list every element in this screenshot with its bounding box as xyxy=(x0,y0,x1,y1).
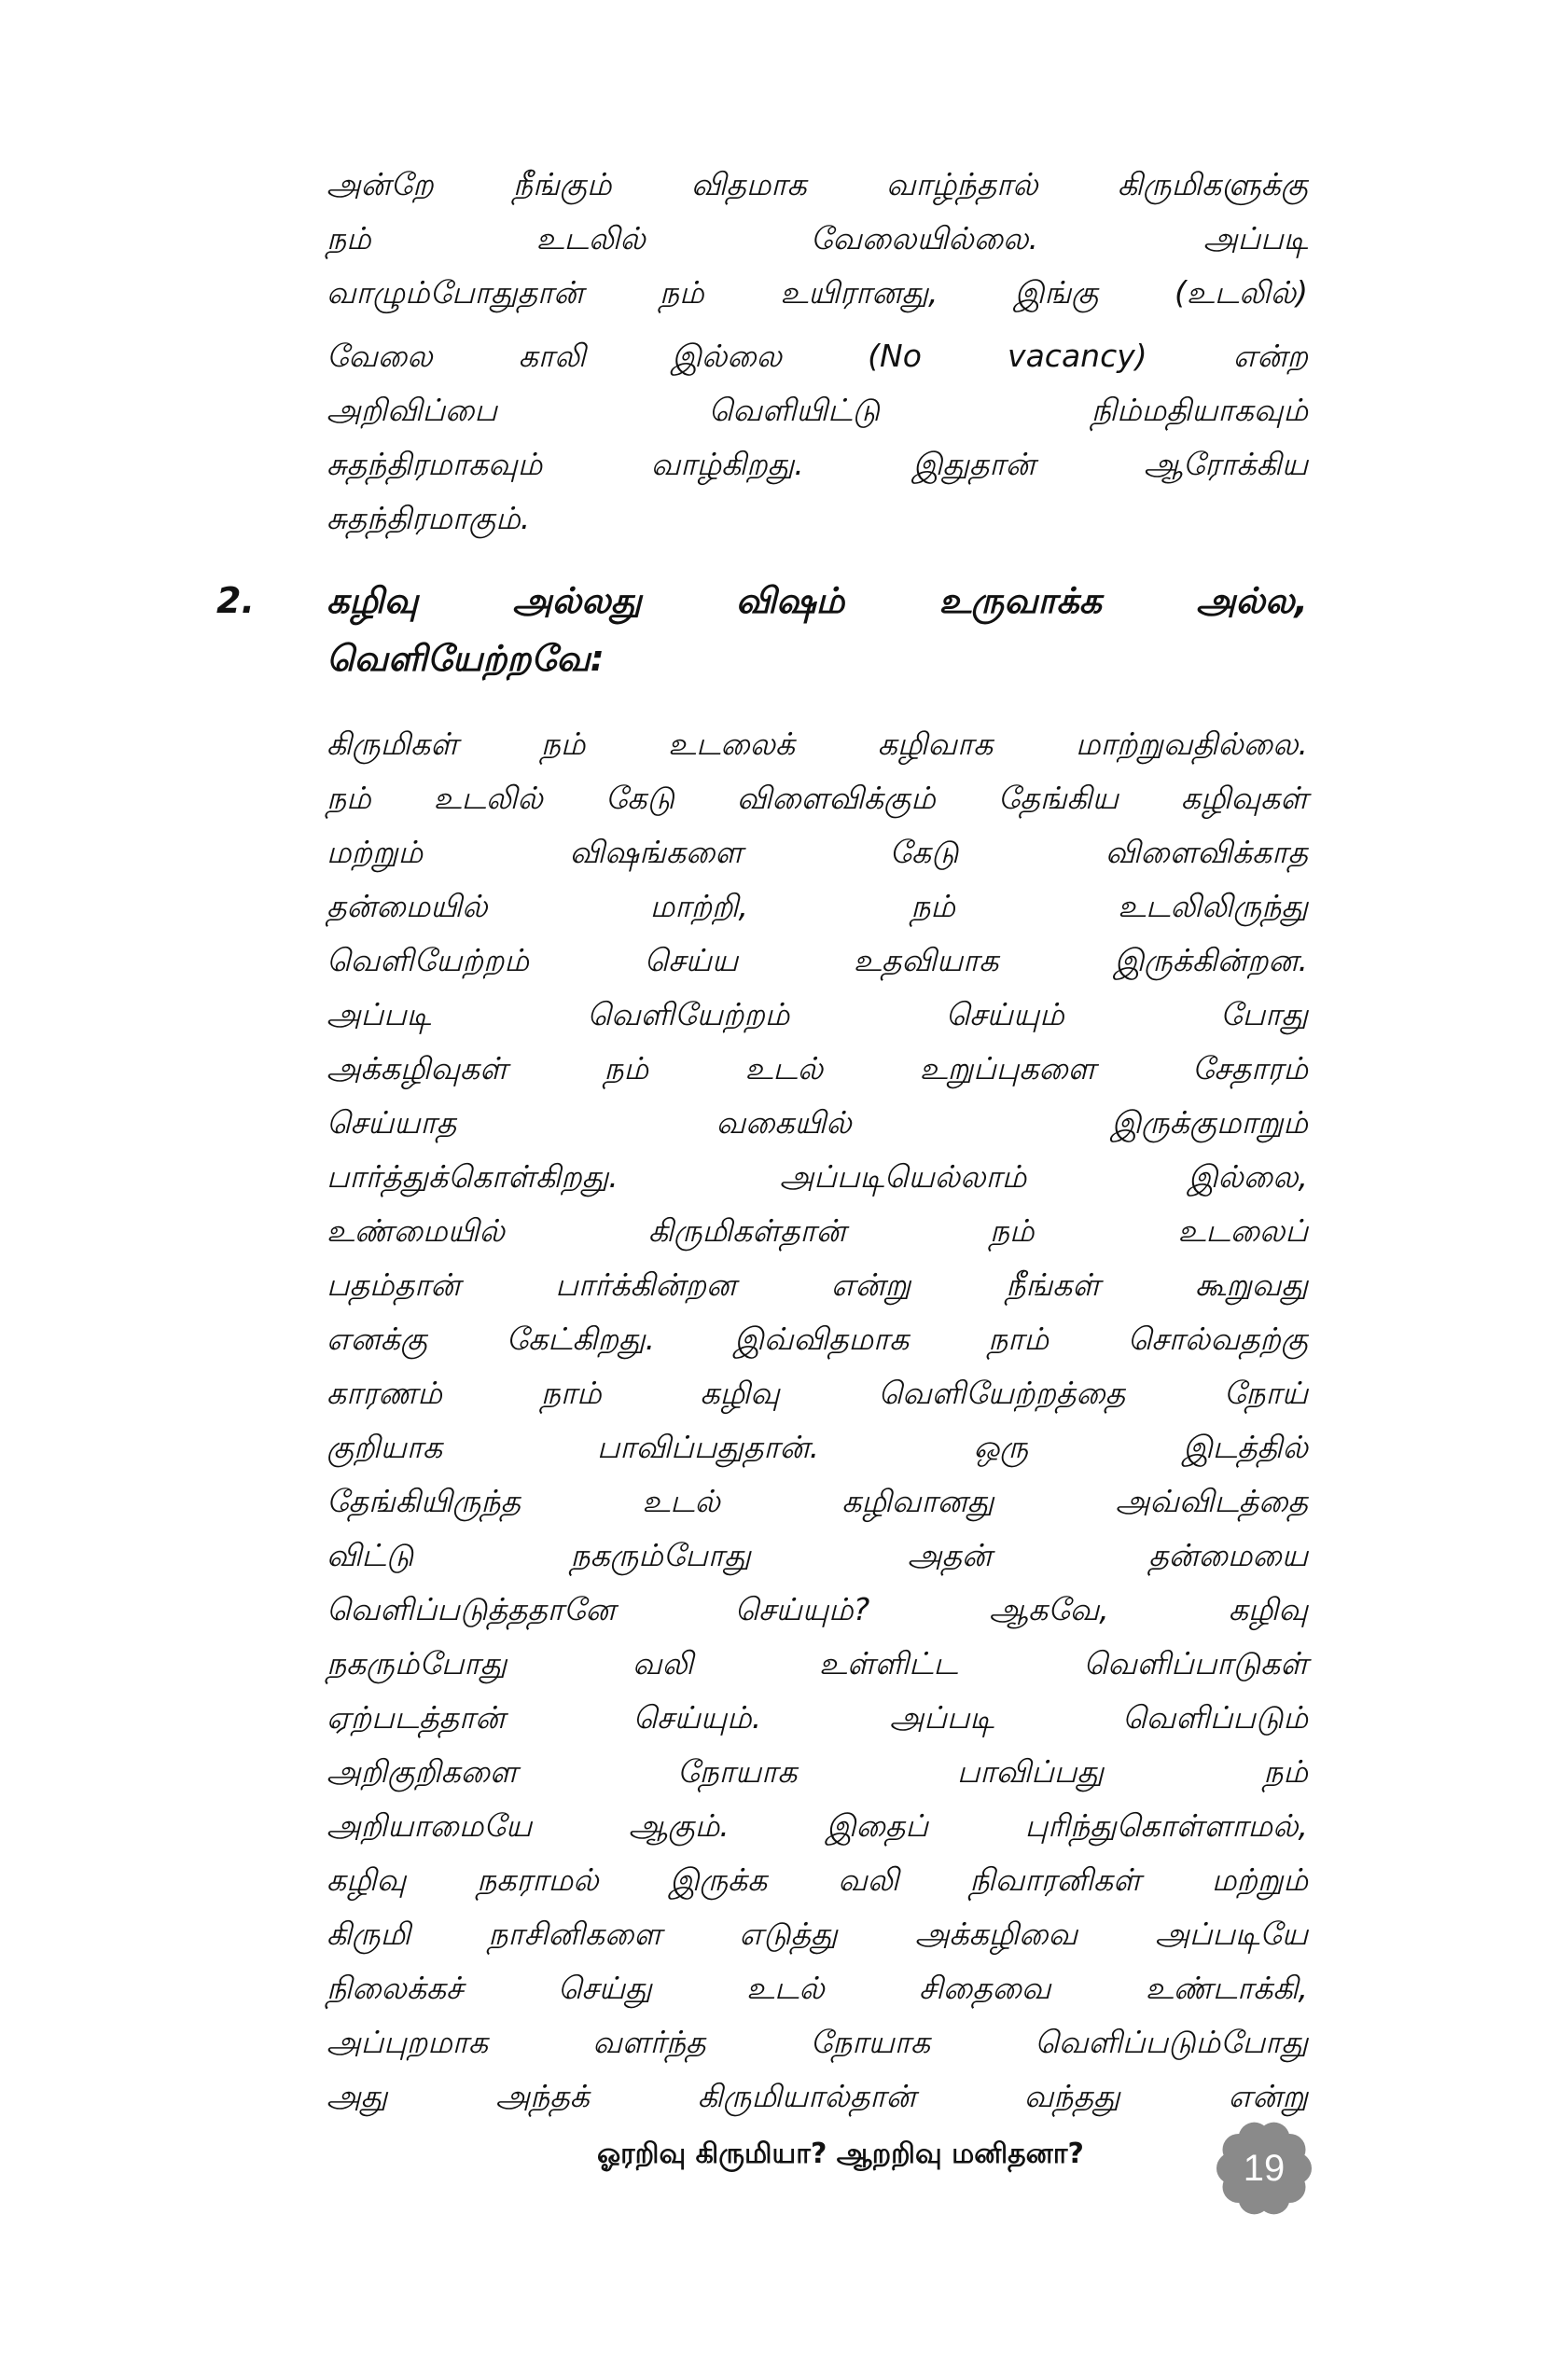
paragraph-line: அது அந்தக் கிருமியால்தான் வந்தது என்று xyxy=(327,2078,1308,2114)
paragraph-line: சுதந்திரமாகவும் வாழ்கிறது. இதுதான் ஆரோக்கிய xyxy=(327,446,1308,482)
paragraph-line: மற்றும் விஷங்களை கேடு விளைவிக்காத xyxy=(327,834,1308,870)
paragraph-line: பார்த்துக்கொள்கிறது. அப்படியெல்லாம் இல்லை, xyxy=(327,1158,1308,1195)
paragraph-line: நகரும்போது வலி உள்ளிட்ட வெளிப்பாடுகள் xyxy=(327,1645,1308,1681)
page-number: 19 xyxy=(1243,2148,1286,2189)
paragraph-line: பதம்தான் பார்க்கின்றன என்று நீங்கள் கூறுவது xyxy=(327,1266,1308,1303)
paragraph-line: நம் உடலில் வேலையில்லை. அப்படி xyxy=(327,220,1308,256)
paragraph-line: கிருமிகள் நம் உடலைக் கழிவாக மாற்றுவதில்லை. xyxy=(327,726,1308,762)
paragraph-line: அறிகுறிகளை நோயாக பாவிப்பது நம் xyxy=(327,1753,1308,1790)
paragraph-line: தன்மையில் மாற்றி, நம் உடலிலிருந்து xyxy=(327,888,1308,924)
paragraph-line: எனக்கு கேட்கிறது. இவ்விதமாக நாம் சொல்வதற்கு xyxy=(327,1321,1308,1357)
paragraph-line: அப்படி வெளியேற்றம் செய்யும் போது xyxy=(327,996,1308,1032)
paragraph-line: நிலைக்கச் செய்து உடல் சிதைவை உண்டாக்கி, xyxy=(327,1970,1308,2006)
paragraph-line: உண்மையில் கிருமிகள்தான் நம் உடலைப் xyxy=(327,1212,1308,1249)
running-footer-title: ஓரறிவு கிருமியா? ஆறறிவு மனிதனா? xyxy=(597,2138,1084,2170)
page-number-badge xyxy=(1215,2119,1314,2218)
paragraph-line: விட்டு நகரும்போது அதன் தன்மையை xyxy=(327,1537,1308,1573)
section-number: 2. xyxy=(216,580,255,621)
paragraph-line: வெளியேற்றம் செய்ய உதவியாக இருக்கின்றன. xyxy=(327,942,1308,978)
paragraph-line: கழிவு நகராமல் இருக்க வலி நிவாரனிகள் மற்றும் xyxy=(327,1861,1308,1898)
paragraph-line: அப்புறமாக வளர்ந்த நோயாக வெளிப்படும்போது xyxy=(327,2024,1308,2060)
paragraph-line: அன்றே நீங்கும் விதமாக வாழ்ந்தால் கிருமிகளுக்கு xyxy=(327,166,1308,202)
section-heading-line2: வெளியேற்றவே: xyxy=(327,638,605,679)
paragraph-line: குறியாக பாவிப்பதுதான். ஒரு இடத்தில் xyxy=(327,1429,1308,1465)
paragraph-line: ஏற்படத்தான் செய்யும். அப்படி வெளிப்படும் xyxy=(327,1699,1308,1736)
paragraph-line: அறியாமையே ஆகும். இதைப் புரிந்துகொள்ளாமல், xyxy=(327,1807,1308,1844)
paragraph-line: வாழும்போதுதான் நம் உயிரானது, இங்கு (உடலில்) xyxy=(327,274,1308,311)
paragraph-line: சுதந்திரமாகும். xyxy=(327,500,531,536)
paragraph-line: வெளிப்படுத்ததானே செய்யும்? ஆகவே, கழிவு xyxy=(327,1591,1308,1627)
paragraph-line: காரணம் நாம் கழிவு வெளியேற்றத்தை நோய் xyxy=(327,1375,1308,1411)
section-heading-line1: கழிவு அல்லது விஷம் உருவாக்க அல்ல, xyxy=(327,580,1308,621)
paragraph-line: அறிவிப்பை வெளியிட்டு நிம்மதியாகவும் xyxy=(327,392,1308,428)
paragraph-line: கிருமி நாசினிகளை எடுத்து அக்கழிவை அப்படியே xyxy=(327,1916,1308,1952)
paragraph-line: செய்யாத வகையில் இருக்குமாறும் xyxy=(327,1104,1308,1141)
paragraph-line: தேங்கியிருந்த உடல் கழிவானது அவ்விடத்தை xyxy=(327,1483,1308,1519)
paragraph-line: அக்கழிவுகள் நம் உடல் உறுப்புகளை சேதாரம் xyxy=(327,1050,1308,1086)
paragraph-line: நம் உடலில் கேடு விளைவிக்கும் தேங்கிய கழிவுகள் xyxy=(327,780,1308,816)
paragraph-line: வேலை காலி இல்லை (No vacancy) என்ற xyxy=(327,338,1308,374)
